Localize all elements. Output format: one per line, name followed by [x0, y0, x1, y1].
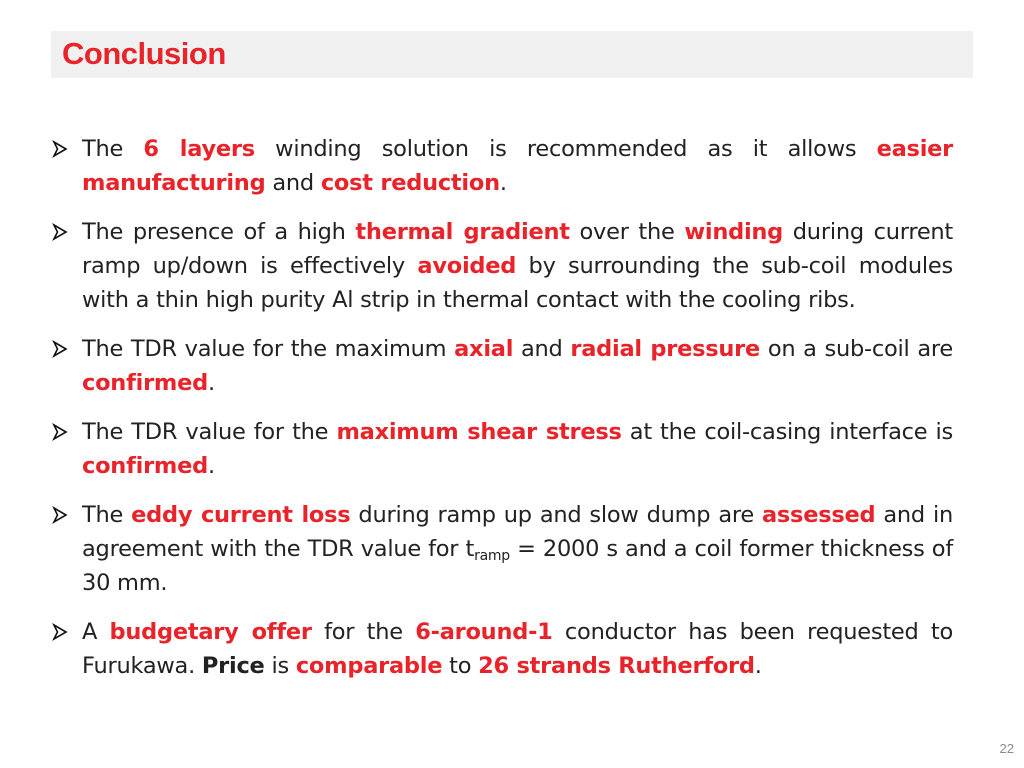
bullet-text: A: [82, 619, 110, 645]
highlight-term: confirmed: [82, 370, 208, 396]
arrow-bullet-icon: [50, 139, 70, 159]
bullet-text: .: [207, 453, 215, 479]
highlight-term: radial pressure: [570, 336, 761, 362]
bullet-text: winding solution is recommended as it allows: [254, 136, 877, 162]
highlight-term: avoided: [417, 253, 517, 279]
bullet-text: for the: [311, 619, 416, 645]
bold-term: Price: [201, 653, 265, 679]
bullet-text: .: [754, 653, 762, 679]
bullet-text: = 2000 s and a coil former thickness of 30 mm.: [82, 536, 953, 596]
bullet-text: to: [442, 653, 479, 679]
arrow-bullet-icon: [50, 505, 70, 525]
bullet-text: and: [513, 336, 571, 362]
bullet-text: .: [499, 170, 507, 196]
bullet-text: The: [82, 136, 144, 162]
highlight-term: axial: [454, 336, 514, 362]
highlight-term: maximum shear stress: [336, 419, 622, 445]
bullet-text: and: [265, 170, 321, 196]
bullet-item-5: [50, 498, 953, 600]
bullet-text: is: [264, 653, 296, 679]
bullet-text: over the: [569, 219, 685, 245]
bullet-text: during current ramp up/down is effectively: [82, 219, 953, 279]
bullet-text: The: [82, 502, 132, 528]
highlight-term: confirmed: [82, 453, 208, 479]
highlight-term: 6 layers: [143, 136, 255, 162]
arrow-bullet-icon: [50, 339, 70, 359]
highlight-term: winding: [684, 219, 784, 245]
bullet-list: [50, 132, 953, 683]
highlight-term: assessed: [761, 502, 876, 528]
bullet-text: at the coil-casing interface is: [621, 419, 953, 445]
bullet-text: by surrounding the sub-coil modules with a thin high purity Al strip in thermal contact with the cooling ribs.: [82, 253, 953, 313]
highlight-term: comparable: [295, 653, 443, 679]
bullet-item-3: [50, 332, 953, 400]
page-number: 22: [999, 741, 1014, 756]
bullet-item-6: [50, 615, 953, 683]
subscript-ramp: ramp: [474, 548, 510, 564]
bullet-text: The presence of a high: [82, 219, 356, 245]
highlight-term: cost reduction: [320, 170, 500, 196]
title-bar: [51, 31, 973, 78]
arrow-bullet-icon: [50, 622, 70, 642]
bullet-item-1: [50, 132, 953, 200]
bullet-text: conductor has been requested to Furukawa.: [82, 619, 954, 679]
bullet-item-2: [50, 215, 953, 317]
highlight-term: 6-around-1: [415, 619, 553, 645]
bullet-text: during ramp up and slow dump are: [350, 502, 762, 528]
highlight-term: budgetary offer: [109, 619, 312, 645]
bullet-text: The TDR value for the: [82, 419, 337, 445]
arrow-bullet-icon: [50, 422, 70, 442]
bullet-text: on a sub-coil are: [760, 336, 953, 362]
highlight-term: thermal gradient: [355, 219, 570, 245]
bullet-text: The TDR value for the maximum: [82, 336, 455, 362]
bullet-text: and in agreement with the TDR value for t: [82, 502, 953, 562]
highlight-term: eddy current loss: [131, 502, 351, 528]
slide-title: Conclusion: [62, 36, 226, 71]
highlight-term: easier manufacturing: [82, 136, 954, 196]
bullet-text: .: [207, 370, 215, 396]
highlight-term: 26 strands Rutherford: [478, 653, 755, 679]
arrow-bullet-icon: [50, 222, 70, 242]
bullet-item-4: [50, 415, 953, 483]
